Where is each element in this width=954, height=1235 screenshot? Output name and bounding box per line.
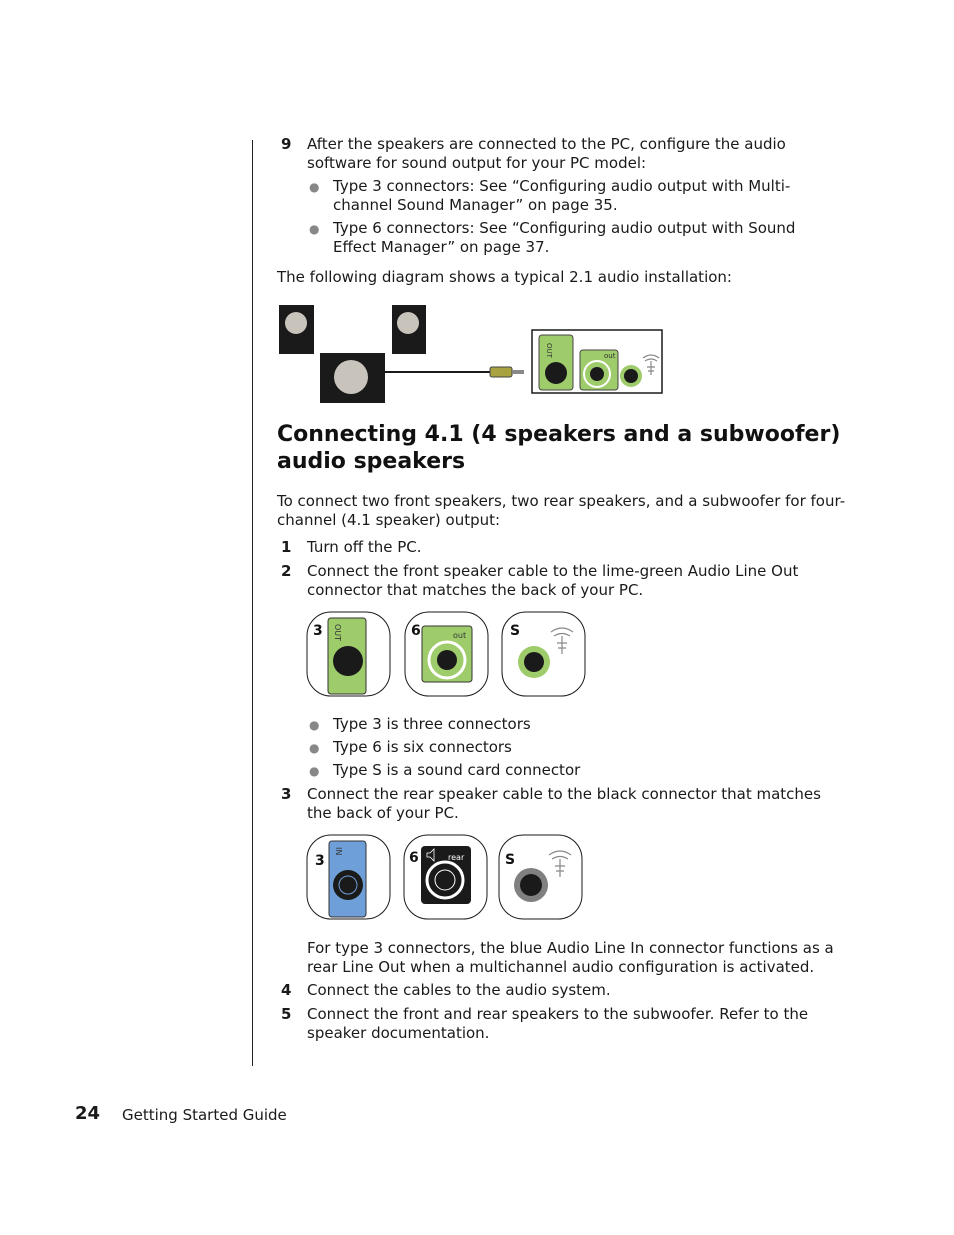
audio-installation-diagram bbox=[277, 303, 667, 405]
jack-hole bbox=[624, 369, 638, 383]
bullet-text: Type 6 connectors: See “Configuring audio output with Sound Effect Manager” on page 37. bbox=[333, 219, 796, 256]
jack-hole bbox=[520, 874, 542, 896]
step-number: 3 bbox=[281, 785, 292, 803]
step-text: Turn off the PC. bbox=[307, 538, 422, 556]
guide-title: Getting Started Guide bbox=[122, 1106, 287, 1124]
intro-paragraph: To connect two front speakers, two rear speakers, and a subwoofer for four-channel (4.1 speaker) output: bbox=[277, 492, 846, 529]
bullet-icon: ● bbox=[309, 741, 320, 755]
rear-label: rear bbox=[448, 853, 465, 862]
step-number: 4 bbox=[281, 981, 292, 999]
section-heading: Connecting 4.1 (4 speakers and a subwoofer) audio speakers bbox=[277, 422, 841, 474]
speaker-cone bbox=[285, 312, 307, 334]
out-label: OUT bbox=[545, 343, 553, 358]
step-number: 2 bbox=[281, 562, 292, 580]
type-label: 6 bbox=[411, 623, 421, 639]
diagram-intro: The following diagram shows a typical 2.1 audio installation: bbox=[277, 268, 732, 286]
out-label: OUT bbox=[333, 624, 342, 642]
audio-plug bbox=[490, 367, 512, 377]
jack-hole bbox=[339, 876, 357, 894]
page-number: 24 bbox=[75, 1103, 101, 1124]
type-label: 6 bbox=[409, 850, 419, 866]
bullet-text: Type 3 is three connectors bbox=[333, 715, 531, 733]
jack-hole bbox=[435, 870, 455, 890]
bullet-text: Type S is a sound card connector bbox=[333, 761, 581, 779]
type-label: S bbox=[510, 623, 521, 639]
type-label: S bbox=[505, 852, 516, 868]
out-label: out bbox=[453, 631, 467, 640]
type-label: 3 bbox=[315, 853, 325, 869]
rear-connectors-diagram bbox=[305, 833, 590, 923]
bullet-icon: ● bbox=[309, 718, 320, 732]
audio-plug-tip bbox=[512, 370, 524, 374]
jack-hole bbox=[437, 650, 457, 670]
jack-hole bbox=[590, 367, 604, 381]
jack-icon bbox=[545, 362, 567, 384]
bullet-icon: ● bbox=[309, 222, 320, 236]
step-number: 5 bbox=[281, 1005, 292, 1023]
step-text: Connect the front speaker cable to the lime-green Audio Line Out connector that matches the back of your PC. bbox=[307, 562, 799, 599]
type3-note: For type 3 connectors, the blue Audio Line In connector functions as a rear Line Out when a multichannel audio configuration is activated. bbox=[307, 939, 834, 976]
speaker-cone bbox=[397, 312, 419, 334]
bullet-icon: ● bbox=[309, 180, 320, 194]
step-text: Connect the rear speaker cable to the black connector that matches the back of your PC. bbox=[307, 785, 821, 822]
step-text: After the speakers are connected to the PC, configure the audio software for sound output for your PC model: bbox=[307, 135, 786, 172]
step-text: Connect the cables to the audio system. bbox=[307, 981, 611, 999]
jack-icon bbox=[333, 646, 363, 676]
bullet-icon: ● bbox=[309, 764, 320, 778]
type-label: 3 bbox=[313, 623, 323, 639]
jack-hole bbox=[524, 652, 544, 672]
bullet-text: Type 3 connectors: See “Configuring audio output with Multi-channel Sound Manager” on page 35. bbox=[333, 177, 791, 214]
subwoofer-cone bbox=[334, 360, 368, 394]
step-number: 1 bbox=[281, 538, 292, 556]
step-number: 9 bbox=[281, 135, 292, 153]
bullet-text: Type 6 is six connectors bbox=[333, 738, 512, 756]
out-label: out bbox=[604, 352, 616, 360]
margin-rule bbox=[252, 140, 253, 1066]
front-connectors-diagram bbox=[305, 610, 590, 700]
step-text: Connect the front and rear speakers to the subwoofer. Refer to the speaker documentation. bbox=[307, 1005, 809, 1042]
in-label: IN bbox=[334, 847, 343, 856]
